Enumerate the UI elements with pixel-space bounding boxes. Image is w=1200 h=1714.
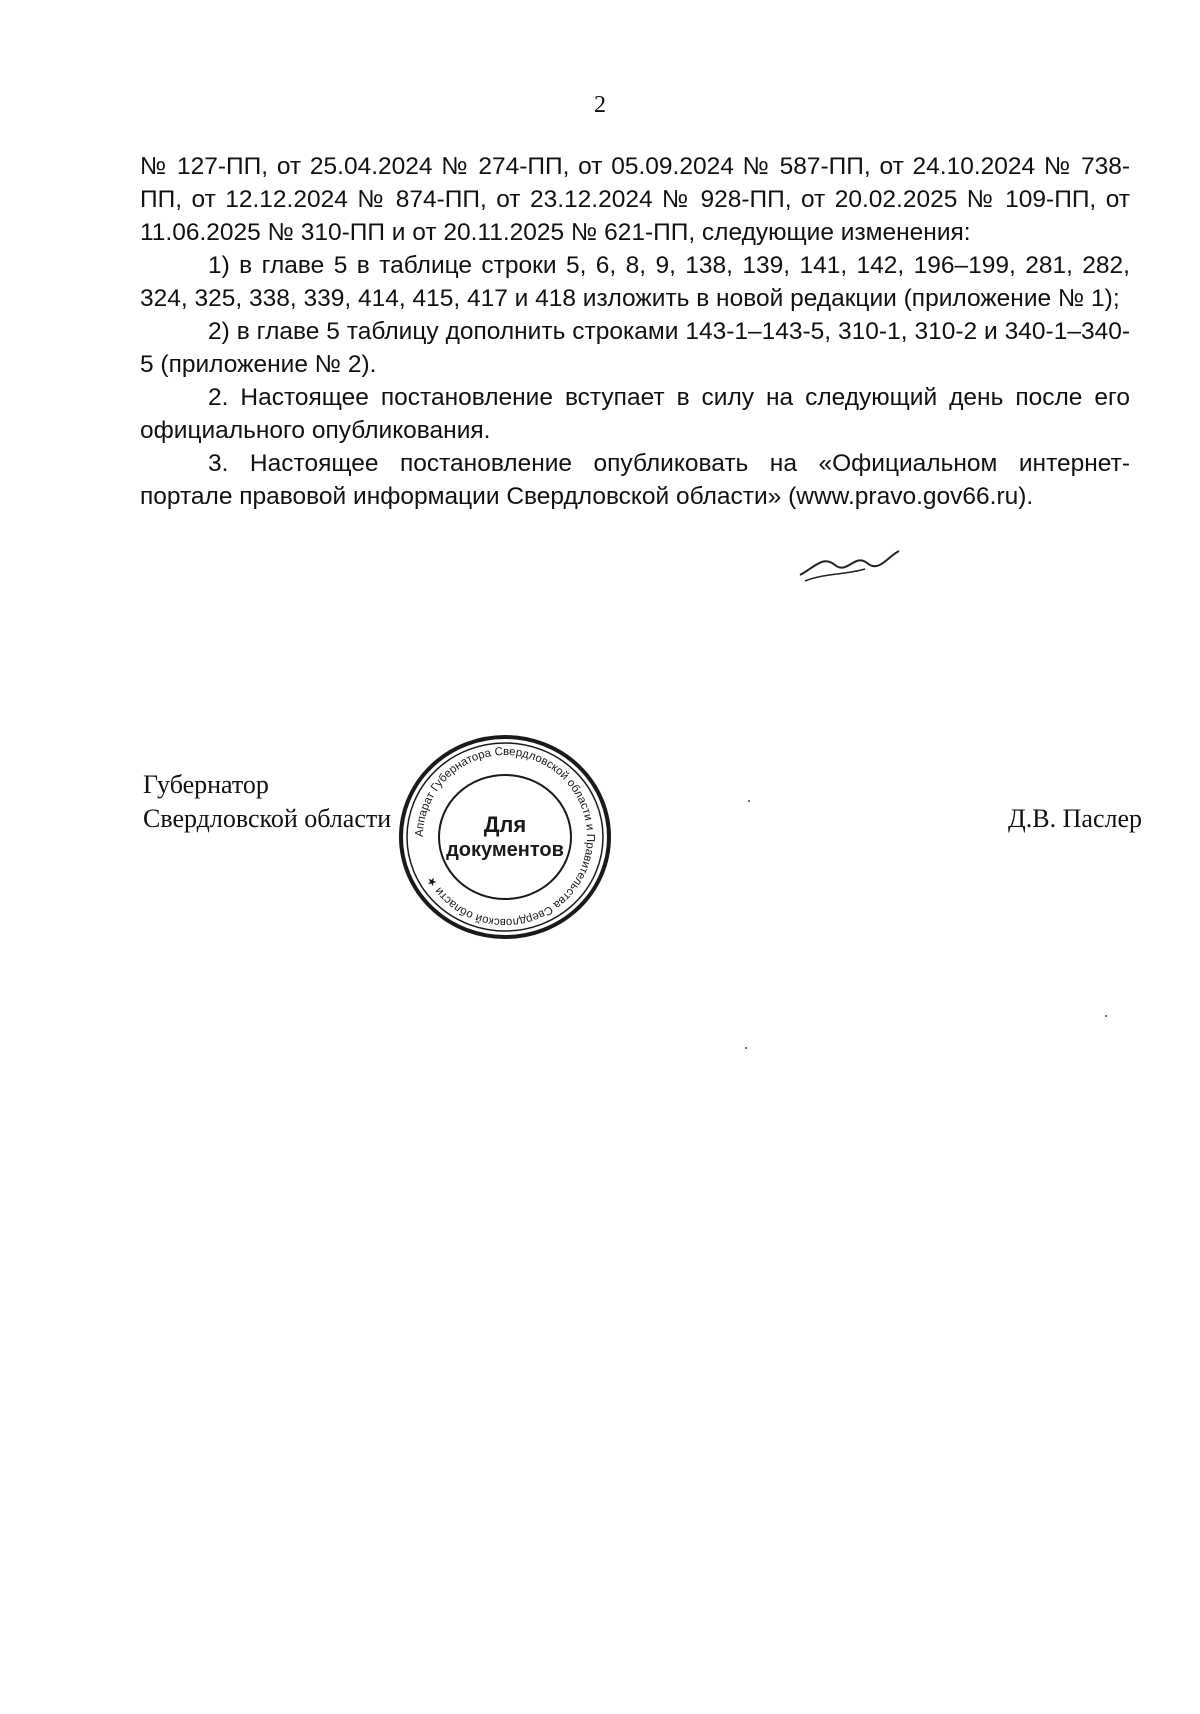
stamp-center-line2: документов xyxy=(446,839,564,861)
handwritten-scribble xyxy=(795,545,905,585)
paragraph-continuation: № 127-ПП, от 25.04.2024 № 274-ПП, от 05.09.2024 № 587-ПП, от 24.10.2024 № 738-ПП, от 12.12.2024 № 874-ПП, от 23.12.2024 № 928-ПП, от 20.02.2025 № 109-ПП, от 11.06.2025 № 310-ПП и от 20.11.2025 № 621-ПП, следующие изменения: xyxy=(140,153,1130,246)
scan-speck xyxy=(748,800,750,802)
scan-speck xyxy=(1105,1015,1107,1017)
signatory-name: Д.В. Паслер xyxy=(1008,804,1142,833)
official-stamp xyxy=(395,732,615,942)
page-number: 2 xyxy=(594,92,606,118)
document-body xyxy=(140,150,1130,513)
signatory-title-line1: Губернатор xyxy=(143,770,269,799)
paragraph-item-1: 1) в главе 5 в таблице строки 5, 6, 8, 9, 138, 139, 141, 142, 196–199, 281, 282, 324, 325, 338, 339, 414, 415, 417 и 418 изложить в новой редакции (приложение № 1); xyxy=(140,252,1130,312)
scan-speck xyxy=(745,1047,747,1049)
stamp-center-line1: Для xyxy=(483,812,527,837)
stamp-ring-text: Аппарат Губернатора Свердловской области и Правительства Свердловской области ★ xyxy=(413,745,597,929)
signatory-title xyxy=(143,768,391,836)
paragraph-clause-3: 3. Настоящее постановление опубликовать на «Официальном интернет-портале правовой информации Свердловской области» (www.pravo.gov66.ru). xyxy=(140,450,1130,510)
paragraph-clause-2: 2. Настоящее постановление вступает в силу на следующий день после его официального опубликования. xyxy=(140,384,1130,444)
paragraph-item-2: 2) в главе 5 таблицу дополнить строками 143-1–143-5, 310-1, 310-2 и 340-1–340-5 (приложение № 2). xyxy=(140,318,1130,378)
signatory-title-line2: Свердловской области xyxy=(143,804,392,833)
